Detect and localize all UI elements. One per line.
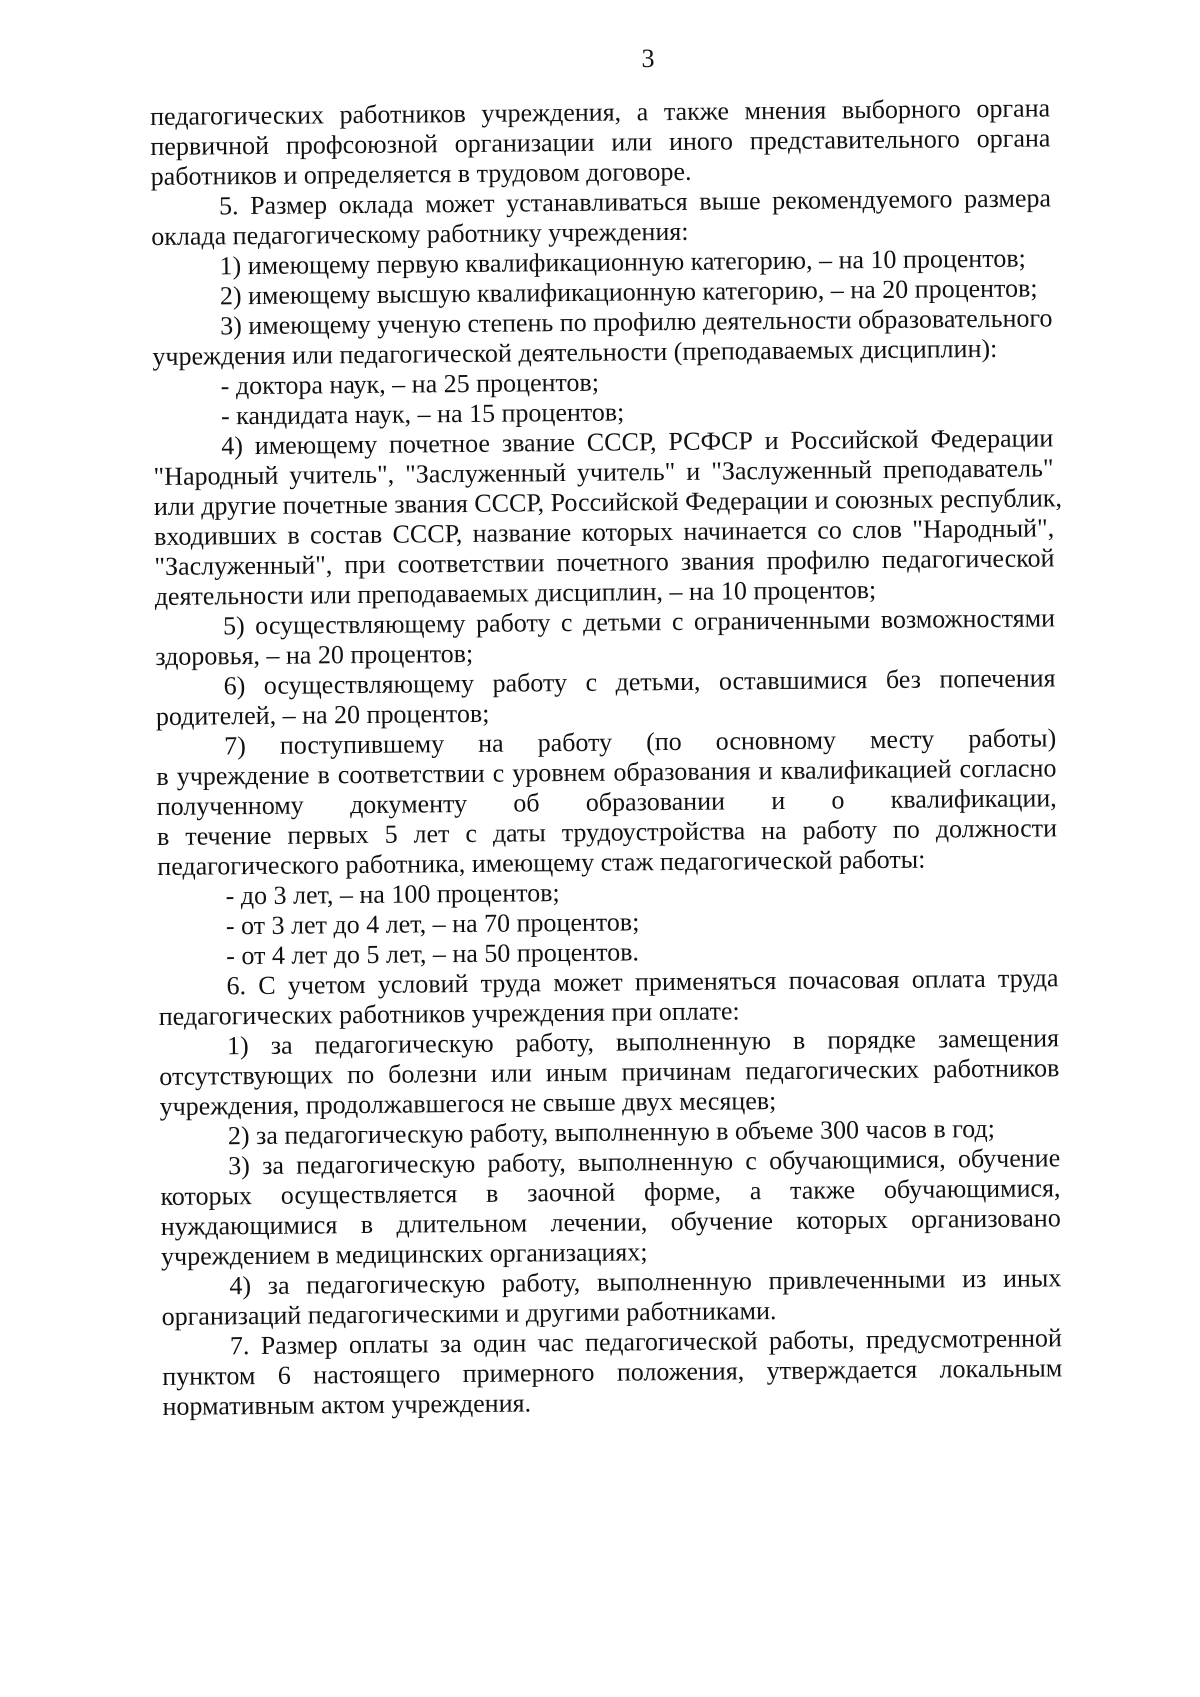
- text-line: полученному документу об образовании и о квалификации,: [156, 783, 1057, 821]
- paragraph: [156, 723, 1057, 882]
- text-line: педагогического работника, имеющему стаж педагогической работы:: [157, 844, 926, 881]
- text-line: пунктом 6 настоящего примерного положения, утверждается локальным: [162, 1353, 1063, 1391]
- text-line: учреждения или педагогической деятельности (преподаваемых дисциплин):: [152, 333, 998, 371]
- text-line: 1) за педагогическую работу, выполненную в порядке замещения: [226, 1023, 1060, 1061]
- text-line: работников и определяется в трудовом договоре.: [150, 156, 692, 191]
- paragraph: [153, 423, 1063, 612]
- text-line: педагогических работников учреждения, а также мнения выборного органа: [150, 93, 1051, 131]
- text-line: первичной профсоюзной организации или иного представительного органа: [150, 123, 1051, 161]
- text-line: - до 3 лет, – на 100 процентов;: [225, 878, 560, 911]
- text-line: - кандидата наук, – на 15 процентов;: [220, 397, 625, 431]
- text-line: 1) имеющему первую квалификационную категорию, – на 10 процентов;: [219, 243, 1026, 281]
- paragraph: [158, 963, 1059, 1032]
- text-line: 2) имеющему высшую квалификационную категорию, – на 20 процентов;: [219, 273, 1038, 311]
- text-line: - от 4 лет до 5 лет, – на 50 процентов.: [226, 937, 640, 971]
- paragraph: [150, 93, 1051, 192]
- text-line: отсутствующих по болезни или иным причинам педагогических работников: [159, 1053, 1060, 1091]
- text-line: в течение первых 5 лет с даты трудоустройства на работу по должности: [156, 813, 1058, 851]
- text-line: нуждающимися в длительном лечении, обучение которых организовано: [160, 1203, 1061, 1241]
- text-line: родителей, – на 20 процентов;: [155, 698, 490, 731]
- text-line: "Народный учитель", "Заслуженный учитель" и "Заслуженный преподаватель": [153, 453, 1054, 491]
- paragraph: [159, 1023, 1060, 1122]
- text-line: учреждения, продолжавшегося не свыше двух месяцев;: [159, 1086, 777, 1121]
- text-line: или другие почетные звания СССР, Российской Федерации и союзных республик,: [153, 483, 1063, 521]
- text-line: 3) за педагогическую работу, выполненную с обучающимися, обучение: [228, 1143, 1061, 1181]
- text-line: организаций педагогическими и другими работниками.: [161, 1296, 777, 1331]
- text-line: входивших в состав СССР, название которых начинается со слов "Народный",: [154, 513, 1055, 551]
- document-body: [150, 93, 1063, 1422]
- text-line: оклада педагогическому работнику учреждения:: [151, 216, 689, 251]
- text-line: 5) осуществляющему работу с детьми с ограниченными возможностями: [222, 603, 1056, 641]
- text-line: 4) за педагогическую работу, выполненную привлеченными из иных: [229, 1263, 1062, 1301]
- page-number: 3: [641, 44, 655, 73]
- text-line: 5. Размер оклада может устанавливаться выше рекомендуемого размера: [218, 183, 1052, 221]
- text-line: 6. С учетом условий труда может применяться почасовая оплата труда: [226, 963, 1059, 1001]
- paragraph: [151, 183, 1052, 252]
- text-line: учреждением в медицинских организациях;: [160, 1237, 648, 1271]
- text-line: здоровья, – на 20 процентов;: [155, 638, 474, 671]
- paragraph: [160, 1143, 1061, 1272]
- paragraph: [152, 303, 1053, 372]
- text-line: которых осуществляется в заочной форме, а также обучающимися,: [160, 1173, 1061, 1211]
- paragraph: [155, 663, 1056, 732]
- text-line: педагогических работников учреждения при оплате:: [158, 996, 740, 1031]
- text-line: деятельности или преподаваемых дисциплин, – на 10 процентов;: [154, 575, 877, 611]
- text-line: 2) за педагогическую работу, выполненную в объеме 300 часов в год;: [227, 1113, 996, 1151]
- text-line: - доктора наук, – на 25 процентов;: [220, 367, 600, 401]
- text-line: 3) имеющему ученую степень по профилю деятельности образовательного: [220, 303, 1053, 341]
- text-line: - от 3 лет до 4 лет, – на 70 процентов;: [225, 907, 640, 941]
- paragraph: [162, 1323, 1063, 1422]
- text-line: 7) поступившему на работу (по основному месту работы): [224, 723, 1057, 761]
- text-line: "Заслуженный", при соответствии почетного звания профилю педагогической: [154, 543, 1055, 581]
- paragraph: [155, 603, 1056, 672]
- paragraph: [161, 1263, 1062, 1332]
- text-line: 7. Размер оплаты за один час педагогической работы, предусмотренной: [229, 1323, 1063, 1361]
- text-line: нормативным актом учреждения.: [162, 1388, 532, 1421]
- text-line: 6) осуществляющему работу с детьми, оставшимися без попечения: [223, 663, 1056, 701]
- text-line: 4) имеющему почетное звание СССР, РСФСР и Российской Федерации: [221, 423, 1054, 461]
- text-line: в учреждение в соответствии с уровнем образования и квалификацией согласно: [156, 753, 1057, 791]
